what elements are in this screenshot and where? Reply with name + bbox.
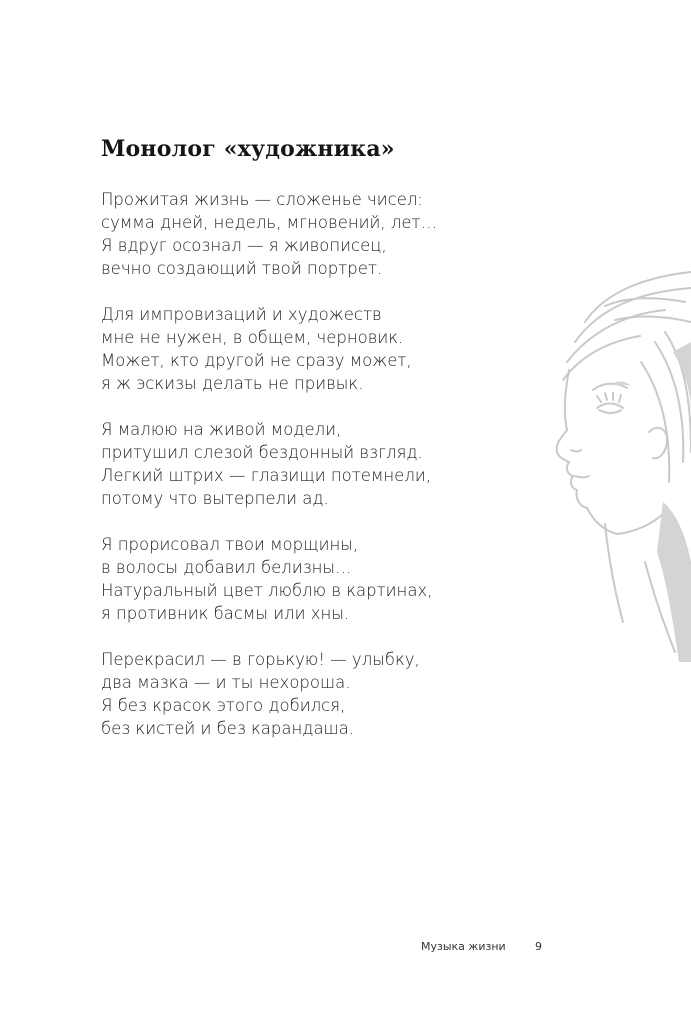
page-number: 9: [535, 940, 542, 953]
stanza-3: [101, 418, 541, 510]
poem-line: вечно создающий твой портрет.: [101, 259, 383, 278]
stanza-4: [101, 533, 541, 625]
poem-line: притушил слезой бездонный взгляд.: [101, 443, 423, 462]
poem-line: Я прорисовал твои морщины,: [101, 535, 359, 554]
poem-line: сумма дней, недель, мгновений, лет…: [101, 213, 438, 232]
poem-line: в волосы добавил белизны…: [101, 558, 352, 577]
woman-profile-sketch-icon: [545, 262, 691, 662]
poem-line: я противник басмы или хны.: [101, 604, 350, 623]
poem-title: Монолог «художника»: [101, 136, 395, 162]
poem-line: Я вдруг осознал — я живописец,: [101, 236, 387, 255]
poem-line: Я малюю на живой модели,: [101, 420, 342, 439]
poem-line: Я без красок этого добился,: [101, 696, 346, 715]
stanza-2: [101, 303, 541, 395]
page-footer: [0, 940, 691, 960]
poem-line: два мазка — и ты нехороша.: [101, 673, 351, 692]
poem-line: Прожитая жизнь — сложенье чисел:: [101, 190, 423, 209]
poem-line: Перекрасил — в горькую! — улыбку,: [101, 650, 420, 669]
running-footer-title: Музыка жизни: [421, 940, 506, 953]
poem-line: мне не нужен, в общем, черновик.: [101, 328, 404, 347]
poem-line: Легкий штрих — глазищи потемнели,: [101, 466, 431, 485]
poem-line: без кистей и без карандаша.: [101, 719, 355, 738]
poem-line: Натуральный цвет люблю в картинах,: [101, 581, 433, 600]
poem-body: [101, 188, 541, 763]
stanza-1: [101, 188, 541, 280]
stanza-5: [101, 648, 541, 740]
poem-line: Для импровизаций и художеств: [101, 305, 382, 324]
poem-line: я ж эскизы делать не привык.: [101, 374, 364, 393]
poem-line: потому что вытерпели ад.: [101, 489, 329, 508]
poem-line: Может, кто другой не сразу может,: [101, 351, 412, 370]
